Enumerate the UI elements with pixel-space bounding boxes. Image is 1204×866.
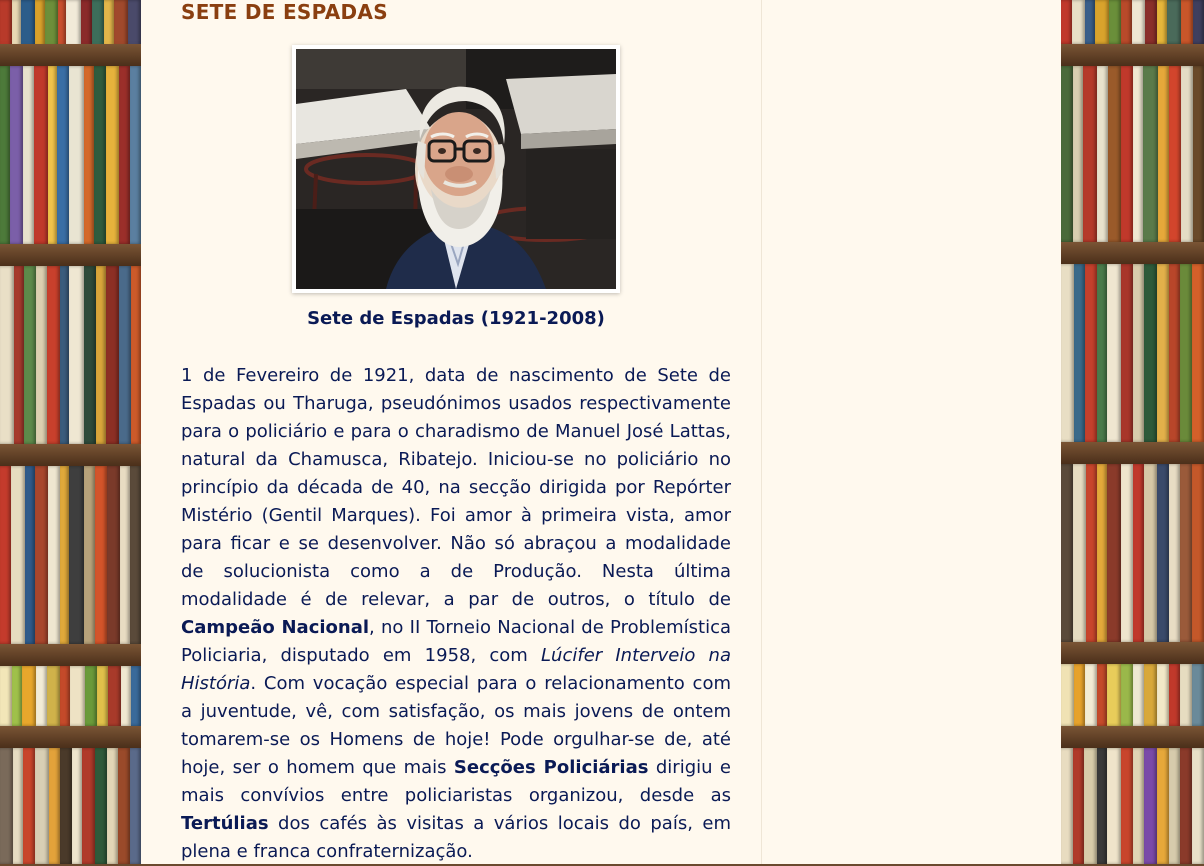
shelf-row	[0, 266, 141, 444]
shelf-row	[1061, 464, 1204, 642]
shelf-row	[1061, 264, 1204, 442]
sidebar	[762, 0, 1061, 864]
shelf-row	[1061, 0, 1204, 44]
blog-content-area	[141, 0, 1061, 864]
portrait-photo[interactable]	[296, 49, 616, 289]
bookshelf-background-left	[0, 0, 141, 864]
photo-caption: Sete de Espadas (1921-2008)	[307, 308, 605, 329]
bold-phrase: Tertúlias	[181, 813, 269, 834]
post-photo-frame[interactable]	[292, 45, 620, 293]
shelf-row	[0, 666, 141, 726]
bold-phrase: Campeão Nacional	[181, 617, 370, 638]
shelf-row	[0, 66, 141, 244]
shelf-row	[0, 748, 141, 864]
bold-phrase: Secções Policiárias	[453, 757, 649, 778]
post-title[interactable]: SETE DE ESPADAS	[181, 0, 388, 24]
shelf-row	[1061, 66, 1204, 242]
italic-title: Lúcifer Interveio na História	[181, 645, 731, 694]
shelf-row	[1061, 664, 1204, 726]
shelf-row	[1061, 748, 1204, 864]
shelf-row	[0, 466, 141, 644]
post-body: 1 de Fevereiro de 1921, data de nascimento de Sete de Espadas ou Tharuga, pseudónimos usados respectivamente para o policiário e para o charadismo de Manuel José Lattas, natural da Chamusca, Ribatejo. Iniciou-se no policiário no princípio da década de 40, na secção dirigida por Repórter Mistério (Gentil Marques). Foi amor à primeira vista, amor para ficar e se desenvolver. Não só abraçou a modalidade de solucionista como a de Produção. Nesta última modalidade é de relevar, a par de outros, o título de Campeão Nacional, no II Torneio Nacional de Problemística Policiaria, disputado em 1958, com Lúcifer Interveio na História. Com vocação especial para o relacionamento com a juventude, vê, com satisfação, os mais jovens de ontem tomarem-se os Homens de hoje! Pode orgulhar-se de, até hoje, ser o homem que mais Secções Policiárias dirigiu e mais convívios entre policiaristas organizou, desde as Tertúlias dos cafés às visitas a vários locais do país, em plena e franca confraternização.	[181, 365, 732, 862]
bookshelf-background-right	[1061, 0, 1204, 864]
